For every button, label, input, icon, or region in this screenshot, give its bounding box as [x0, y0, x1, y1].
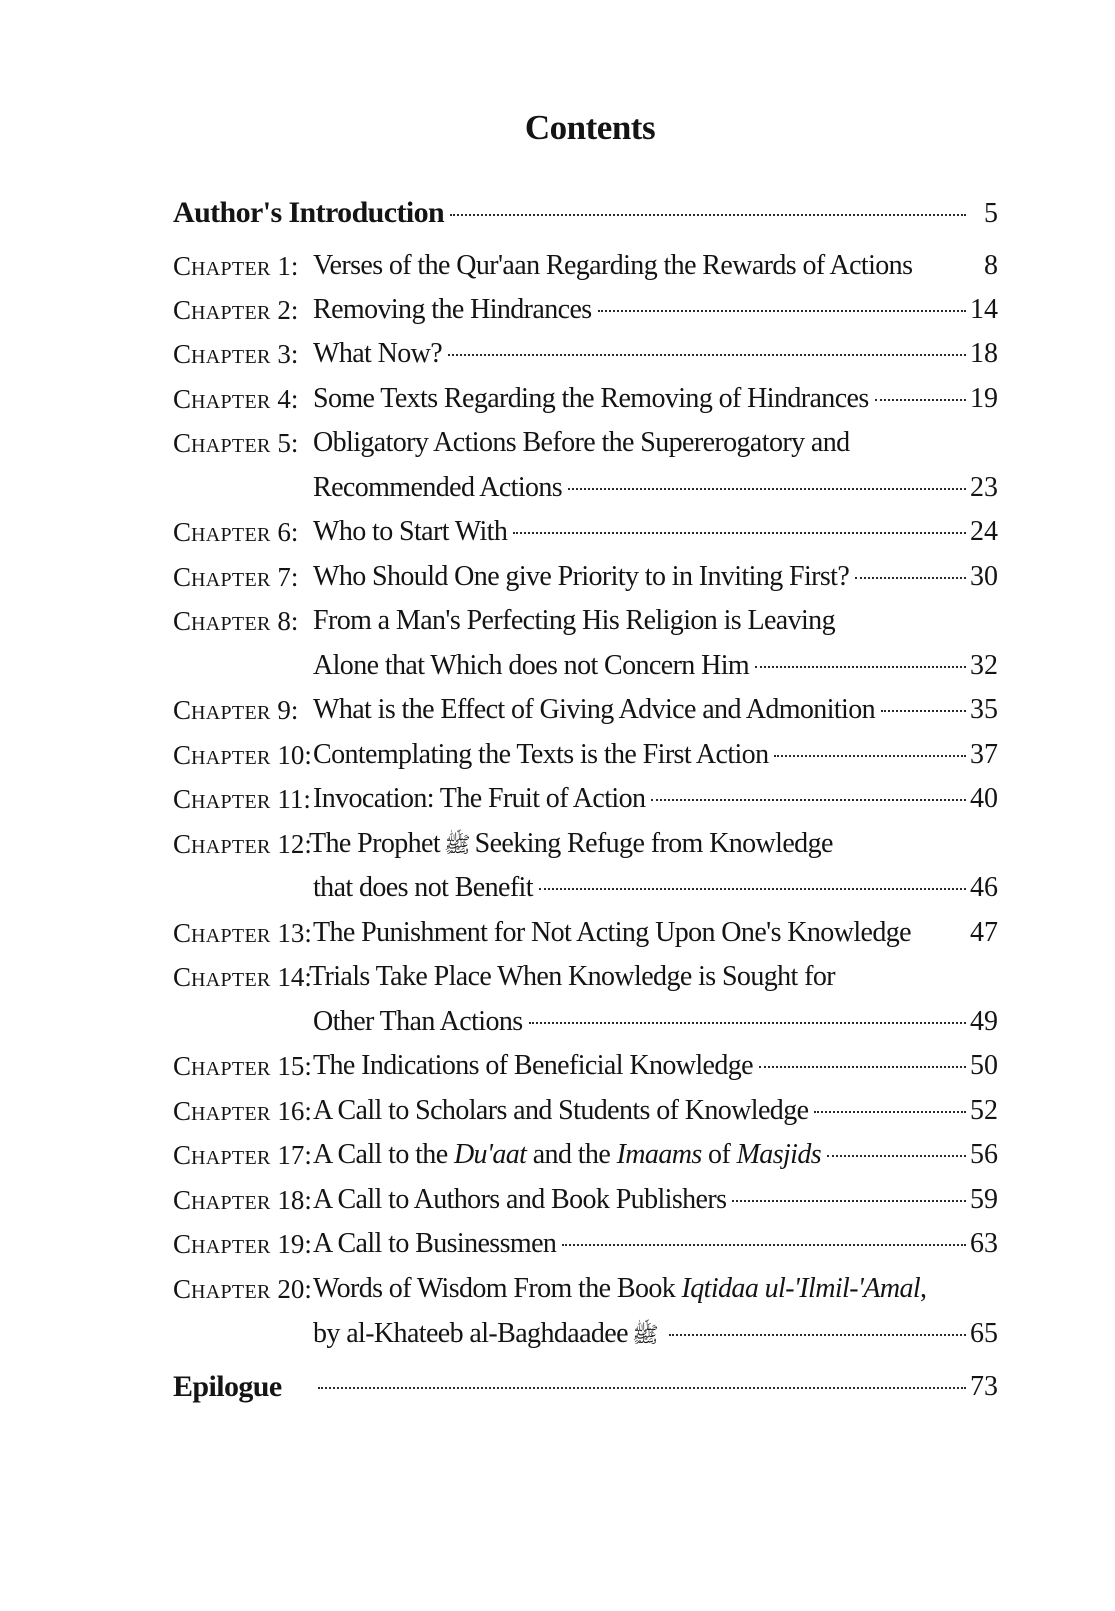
toc-entry-chapter-15[interactable]: [173, 1044, 998, 1088]
dot-leader: [759, 1066, 966, 1068]
toc-page-number: 35: [970, 694, 998, 725]
toc-page-number: 40: [970, 783, 998, 814]
toc-page-number: 23: [970, 472, 998, 503]
chapter-label: CHAPTER 16:: [173, 1096, 312, 1126]
dot-leader: [755, 666, 966, 668]
toc-entry-chapter-9[interactable]: [173, 688, 998, 732]
toc-entry-chapter-5[interactable]: [173, 421, 998, 465]
toc-page-number: 63: [970, 1228, 998, 1259]
dot-leader: [598, 310, 966, 312]
chapter-title-line-2: by al-Khateeb al-Baghdaadee ﷺ: [313, 1312, 663, 1357]
toc-entry-chapter-20-continued[interactable]: [173, 1312, 998, 1356]
toc-page-number: 18: [970, 338, 998, 369]
toc-page-number: 49: [970, 1006, 998, 1037]
toc-entry-chapter-12[interactable]: [173, 822, 998, 866]
chapter-label: CHAPTER 14:: [173, 962, 312, 992]
toc-page-number: 30: [970, 561, 998, 592]
toc-entry-chapter-3[interactable]: [173, 332, 998, 376]
chapter-label: CHAPTER 1:: [173, 251, 299, 281]
toc-entry-chapter-17[interactable]: [173, 1133, 998, 1177]
chapter-label: CHAPTER 15:: [173, 1051, 312, 1081]
chapter-title: What is the Effect of Giving Advice and Admonition: [313, 694, 876, 725]
chapter-label: CHAPTER 3:: [173, 339, 299, 369]
toc-entry-chapter-11[interactable]: [173, 777, 998, 821]
page-title: Contents: [524, 108, 656, 147]
chapter-label: CHAPTER 20:: [173, 1274, 312, 1304]
toc-entry-epilogue[interactable]: [173, 1365, 998, 1409]
dot-leader: [318, 1387, 966, 1389]
chapter-title: A Call to the Du'aat and the Imaams of Masjids: [313, 1139, 822, 1170]
toc-entry-chapter-12-continued[interactable]: [173, 866, 998, 910]
chapter-title: A Call to Authors and Book Publishers: [313, 1184, 727, 1215]
toc-entry-chapter-8[interactable]: [173, 599, 998, 643]
chapter-title: Who to Start With: [313, 516, 508, 547]
chapter-title: Removing the Hindrances: [313, 294, 592, 325]
chapter-title: Who Should One give Priority to in Inviting First?: [313, 561, 850, 592]
chapter-label: CHAPTER 2:: [173, 295, 299, 325]
toc-entry-chapter-2[interactable]: [173, 288, 998, 332]
dot-leader: [669, 1334, 966, 1336]
dot-leader: [651, 799, 966, 801]
dot-leader: [855, 577, 966, 579]
dot-leader: [539, 888, 966, 890]
toc-entry-title: Author's Introduction: [173, 196, 445, 229]
toc-entry-chapter-7[interactable]: [173, 555, 998, 599]
chapter-title: The Indications of Beneficial Knowledge: [313, 1050, 753, 1081]
chapter-title: Verses of the Qur'aan Regarding the Rewards of Actions: [313, 250, 913, 281]
chapter-title: What Now?: [313, 338, 443, 369]
dot-leader: [881, 710, 966, 712]
chapter-label: CHAPTER 10:: [173, 740, 312, 770]
toc-page-number: 14: [970, 294, 998, 325]
dot-leader: [450, 214, 966, 216]
toc-entry-chapter-6[interactable]: [173, 510, 998, 554]
chapter-title-line-1: From a Man's Perfecting His Religion is Leaving: [313, 605, 835, 636]
chapter-label: CHAPTER 19:: [173, 1229, 312, 1259]
salutation-symbol-icon: ﷺ: [444, 832, 471, 857]
chapter-label: CHAPTER 4:: [173, 384, 299, 414]
toc-page-number: 56: [970, 1139, 998, 1170]
toc-page-number: 24: [970, 516, 998, 547]
chapter-title-line-1: Trials Take Place When Knowledge is Sought for: [309, 961, 835, 992]
toc-entry-introduction[interactable]: [173, 191, 998, 235]
dot-leader: [827, 1155, 966, 1157]
toc-entry-chapter-1[interactable]: [173, 244, 998, 288]
chapter-title-line-1: The Prophet ﷺ Seeking Refuge from Knowledge: [309, 822, 833, 867]
chapter-label: CHAPTER 13:: [173, 918, 312, 948]
toc-entry-chapter-14-continued[interactable]: [173, 1000, 998, 1044]
toc-entry-title: Epilogue: [173, 1370, 282, 1403]
chapter-label: CHAPTER 11:: [173, 784, 311, 814]
chapter-title: The Punishment for Not Acting Upon One's Knowledge: [313, 917, 911, 948]
chapter-label: CHAPTER 6:: [173, 517, 299, 547]
chapter-label: CHAPTER 17:: [173, 1140, 312, 1170]
chapter-label: CHAPTER 8:: [173, 606, 299, 636]
toc-page-number: 32: [970, 650, 998, 681]
chapter-label: CHAPTER 7:: [173, 562, 299, 592]
toc-entry-chapter-20[interactable]: [173, 1267, 998, 1311]
toc-page-number: 50: [970, 1050, 998, 1081]
dot-leader: [774, 755, 966, 757]
toc-page-number: 65: [970, 1318, 998, 1349]
toc-page-number: 8: [984, 250, 998, 281]
chapter-title-line-2: Other Than Actions: [313, 1006, 523, 1037]
dot-leader: [529, 1022, 966, 1024]
salutation-symbol-icon: ﷺ: [631, 1322, 659, 1347]
toc-page-number: 46: [970, 872, 998, 903]
chapter-title: A Call to Scholars and Students of Knowledge: [313, 1095, 809, 1126]
chapter-title: Invocation: The Fruit of Action: [313, 783, 646, 814]
toc-page-number: 59: [970, 1184, 998, 1215]
chapter-label: CHAPTER 9:: [173, 695, 299, 725]
chapter-title-line-2: Alone that Which does not Concern Him: [313, 650, 750, 681]
toc-entry-chapter-8-continued[interactable]: [173, 644, 998, 688]
dot-leader: [448, 354, 966, 356]
toc-entry-chapter-5-continued[interactable]: [173, 466, 998, 510]
toc-entry-chapter-19[interactable]: [173, 1222, 998, 1266]
dot-leader: [814, 1111, 966, 1113]
chapter-title: Some Texts Regarding the Removing of Hindrances: [313, 383, 869, 414]
toc-entry-chapter-16[interactable]: [173, 1089, 998, 1133]
toc-entry-chapter-14[interactable]: [173, 955, 998, 999]
chapter-label: CHAPTER 12:: [173, 829, 312, 859]
chapter-title: Contemplating the Texts is the First Action: [313, 739, 769, 770]
chapter-title-line-2: Recommended Actions: [313, 472, 563, 503]
dot-leader: [562, 1244, 966, 1246]
chapter-title-line-1: Obligatory Actions Before the Supererogatory and: [313, 427, 850, 458]
chapter-label: CHAPTER 5:: [173, 428, 299, 458]
toc-entry-chapter-10[interactable]: [173, 733, 998, 777]
dot-leader: [875, 399, 966, 401]
dot-leader: [568, 488, 966, 490]
toc-entry-chapter-18[interactable]: [173, 1178, 998, 1222]
toc-page-number: 73: [970, 1371, 998, 1402]
dot-leader: [513, 532, 966, 534]
toc-page-number: 52: [970, 1095, 998, 1126]
chapter-title-line-2: that does not Benefit: [313, 872, 533, 903]
toc-entry-chapter-4[interactable]: [173, 377, 998, 421]
dot-leader: [732, 1200, 966, 1202]
chapter-title: A Call to Businessmen: [313, 1228, 557, 1259]
toc-page-number: 19: [970, 383, 998, 414]
toc-page-number: 37: [970, 739, 998, 770]
chapter-title-line-1: Words of Wisdom From the Book Iqtidaa ul-'Ilmil-'Amal,: [313, 1273, 927, 1304]
toc-page-number: 47: [970, 917, 998, 948]
toc-page-number: 5: [984, 198, 998, 229]
toc-entry-chapter-13[interactable]: [173, 911, 998, 955]
chapter-label: CHAPTER 18:: [173, 1185, 312, 1215]
